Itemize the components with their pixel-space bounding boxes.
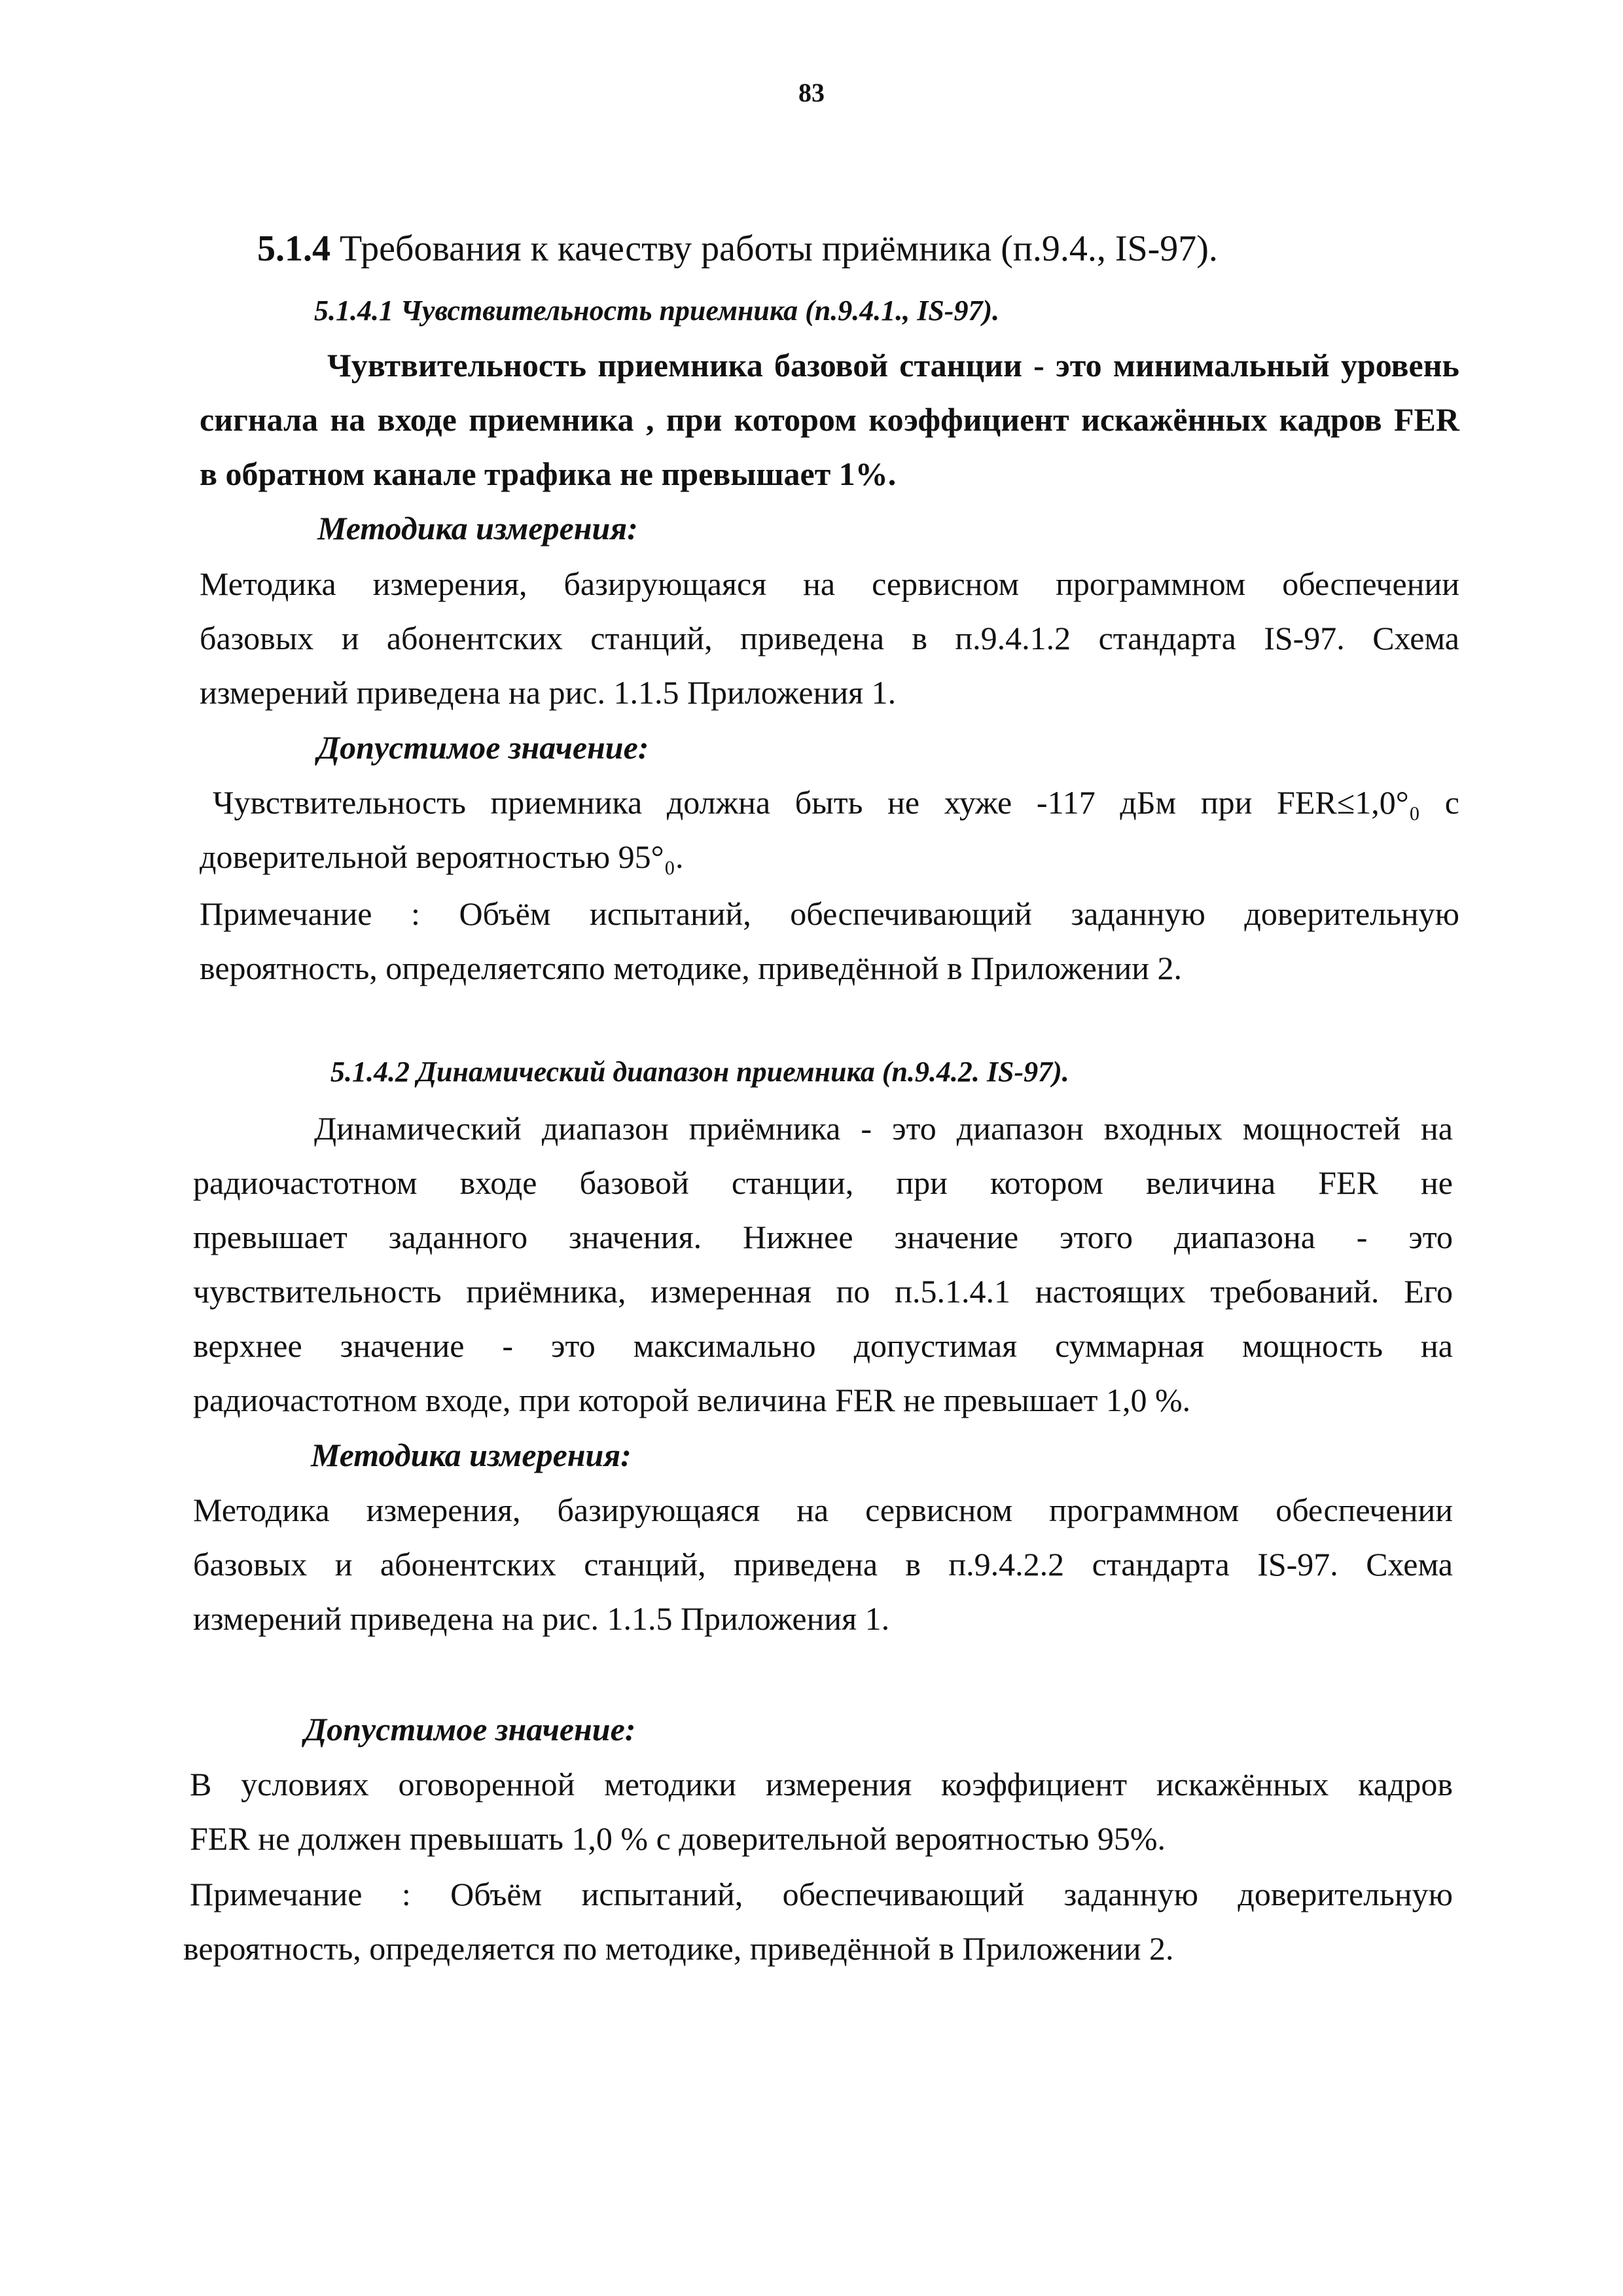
sub1-method-line-1: Методика измерения, базирующаяся на сервисном программном обеспечении xyxy=(200,565,1459,602)
sub2-method-line-2: базовых и абонентских станций, приведена в п.9.4.2.2 стандарта IS-97. Схема xyxy=(193,1546,1453,1583)
sub1-note-line-2: вероятность, определяетсяпо методике, приведённой в Приложении 2. xyxy=(200,950,1183,986)
sub1-method-line-3: измерений приведена на рис. 1.1.5 Приложения 1. xyxy=(200,674,897,711)
sub2-method-line-1: Методика измерения, базирующаяся на сервисном программном обеспечении xyxy=(193,1492,1453,1528)
sub2-method-heading: Методика измерения: xyxy=(311,1437,632,1473)
sub2-allowed-line-1: В условиях оговоренной методики измерения коэффициент искажённых кадров xyxy=(190,1766,1453,1803)
sub1-note-line-1: Примечание : Объём испытаний, обеспечивающий заданную доверительную xyxy=(200,895,1459,932)
subsection-heading-2: 5.1.4.2 Динамический диапазон приемника (п.9.4.2. IS-97). xyxy=(330,1056,1069,1088)
sub1-line-3: в обратном канале трафика не превышает 1%. xyxy=(200,456,897,492)
section-title xyxy=(257,229,1218,268)
sub2-line-5: верхнее значение - это максимально допустимая суммарная мощность на xyxy=(193,1327,1453,1364)
sub1-allowed-line-2: доверительной вероятностью 95°₀. xyxy=(200,838,684,875)
sub1-method-line-2: базовых и абонентских станций, приведена в п.9.4.1.2 стандарта IS-97. Схема xyxy=(200,620,1459,656)
sub1-line-2: сигнала на входе приемника , при котором коэффициент искажённых кадров FER xyxy=(200,401,1459,438)
sub1-allowed-heading: Допустимое значение: xyxy=(317,729,649,766)
sub2-line-3: превышает заданного значения. Нижнее значение этого диапазона - это xyxy=(193,1219,1453,1255)
sub1-method-heading: Методика измерения: xyxy=(317,510,638,547)
section-title-text: Требования к качеству работы приёмника (п.9.4., IS-97). xyxy=(330,228,1218,269)
sub2-method-line-3: измерений приведена на рис. 1.1.5 Приложения 1. xyxy=(193,1600,890,1637)
sub1-line-1: Чувтвительность приемника базовой станции - это минимальный уровень xyxy=(327,347,1459,384)
sub2-note-line-1: Примечание : Объём испытаний, обеспечивающий заданную доверительную xyxy=(190,1876,1453,1912)
sub2-note-line-2: вероятность, определяется по методике, приведённой в Приложении 2. xyxy=(183,1930,1174,1967)
sub2-line-4: чувствительность приёмника, измеренная по п.5.1.4.1 настоящих требований. Его xyxy=(193,1273,1453,1310)
subsection-heading-1: 5.1.4.1 Чувствительность приемника (п.9.4.1., IS-97). xyxy=(314,295,1000,327)
page-number: 83 xyxy=(798,78,825,107)
sub2-allowed-heading: Допустимое значение: xyxy=(304,1711,636,1748)
sub2-line-1: Динамический диапазон приёмника - это диапазон входных мощностей на xyxy=(314,1110,1453,1147)
sub2-line-2: радиочастотном входе базовой станции, при котором величина FER не xyxy=(193,1164,1453,1201)
sub1-allowed-line-1: Чувствительность приемника должна быть не хуже -117 дБм при FER≤1,0°₀ с xyxy=(213,784,1459,821)
sub2-line-6: радиочастотном входе, при которой величина FER не превышает 1,0 %. xyxy=(193,1382,1191,1418)
sub2-allowed-line-2: FER не должен превышать 1,0 % с доверительной вероятностью 95%. xyxy=(190,1820,1166,1857)
section-title-number: 5.1.4 xyxy=(257,228,330,269)
